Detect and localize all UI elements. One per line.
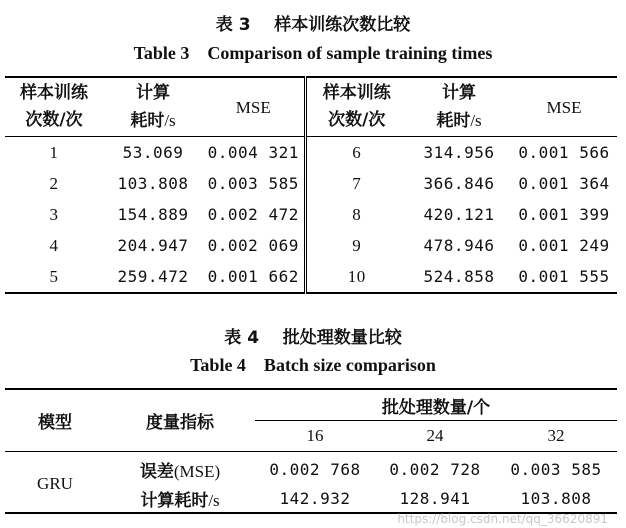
table3-header-time: 计算 耗时/s: [103, 77, 203, 137]
cell-time: 478.946: [423, 236, 495, 255]
table4-cell: 142.932: [279, 488, 351, 508]
table4-cell: 0.003 585: [510, 460, 602, 479]
cell-count: 7: [305, 168, 407, 199]
cell-count: 1: [49, 142, 59, 162]
cell-time: 204.947: [117, 236, 189, 255]
cell-count: 8: [305, 199, 407, 230]
cell-count: 2: [49, 173, 59, 193]
table4: [5, 388, 617, 514]
cell-time: 53.069: [122, 143, 184, 162]
cell-time: 154.889: [117, 205, 189, 224]
table4-header-model: 模型: [5, 389, 105, 452]
cell-count: 5: [49, 266, 59, 286]
cell-mse: 0.001 566: [518, 143, 610, 162]
table4-header-batch-group: 批处理数量/个: [255, 389, 617, 421]
watermark: https://blog.csdn.net/qq_36620891: [397, 512, 608, 526]
table4-metric-label: 计算耗时/s: [140, 490, 220, 511]
table-row: [5, 230, 617, 261]
cell-mse: 0.001 555: [518, 267, 610, 286]
cell-mse: 0.002 472: [207, 205, 299, 224]
table3-header-count: 样本训练 次数/次: [5, 77, 103, 137]
cell-mse: 0.001 364: [518, 174, 610, 193]
cell-mse: 0.001 399: [518, 205, 610, 224]
table3-header-mse-2: MSE: [511, 77, 617, 137]
cell-mse: 0.003 585: [207, 174, 299, 193]
cell-count: 6: [305, 137, 407, 169]
table4-header-batch-24: 24: [375, 421, 495, 452]
cell-count: 4: [49, 235, 59, 255]
cell-time: 420.121: [423, 205, 495, 224]
table3: [5, 76, 617, 294]
table3-header-time-2: 计算 耗时/s: [407, 77, 511, 137]
cell-time: 366.846: [423, 174, 495, 193]
table-row: [5, 137, 617, 169]
cell-time: 103.808: [117, 174, 189, 193]
table4-header-metric: 度量指标: [105, 389, 255, 452]
cell-count: 10: [305, 261, 407, 293]
table3-caption-en: Table 3 Comparison of sample training times: [133, 43, 493, 63]
table4-caption-en: Table 4 Batch size comparison: [190, 355, 436, 375]
table-row: [5, 199, 617, 230]
table4-metric-label: 误差(MSE): [139, 462, 221, 482]
table3-header-count-2: 样本训练 次数/次: [305, 77, 407, 137]
cell-mse: 0.004 321: [207, 143, 299, 162]
table4-header-row: [5, 389, 617, 421]
table4-cell: 128.941: [399, 488, 471, 508]
cell-mse: 0.001 662: [207, 267, 299, 286]
cell-count: 9: [305, 230, 407, 261]
table4-header-batch-16: 16: [255, 421, 375, 452]
table-row: [5, 452, 617, 485]
table4-cell: 103.808: [520, 488, 592, 508]
table4-model-name: GRU: [37, 473, 73, 493]
table3-caption-zh: 表 3 样本训练次数比较: [215, 15, 411, 35]
table-row: [5, 168, 617, 199]
cell-mse: 0.002 069: [207, 236, 299, 255]
table4-caption-zh: 表 4 批处理数量比较: [224, 328, 402, 348]
cell-time: 314.956: [423, 143, 495, 162]
cell-time: 259.472: [117, 267, 189, 286]
table3-header-mse: MSE: [203, 77, 305, 137]
cell-mse: 0.001 249: [518, 236, 610, 255]
cell-count: 3: [49, 204, 59, 224]
table-row: [5, 261, 617, 293]
table4-cell: 0.002 728: [389, 460, 481, 479]
table4-cell: 0.002 768: [269, 460, 361, 479]
table3-header-row: [5, 77, 617, 137]
table4-header-batch-32: 32: [495, 421, 617, 452]
cell-time: 524.858: [423, 267, 495, 286]
